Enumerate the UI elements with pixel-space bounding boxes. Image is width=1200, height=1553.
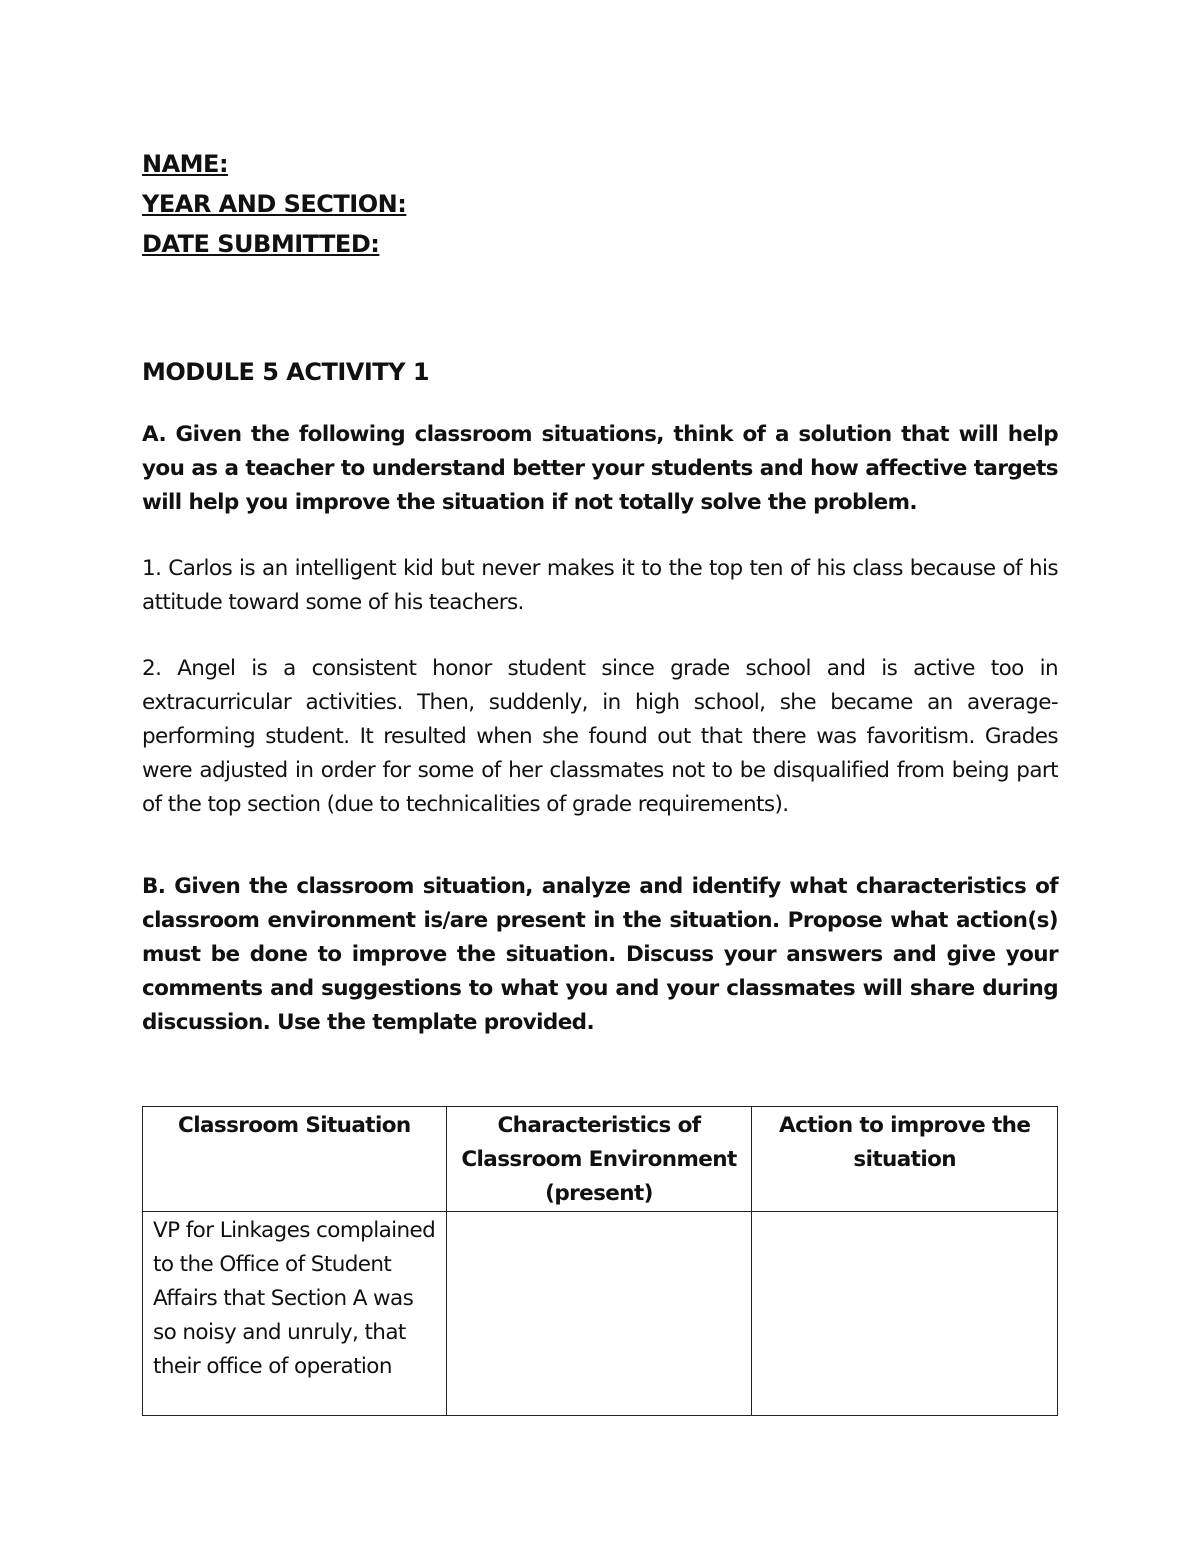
situation-item-2: 2. Angel is a consistent honor student since grade school and is active too in extracurricular activities. Then, suddenly, in high school, she became an average-performing student. It resulted when she found out that there was favoritism. Grades were adjusted in order for some of her classmates not to be disqualified from being part of the top section (due to technicalities of grade requirements). — [142, 656, 1058, 817]
situation-cell — [143, 1212, 447, 1416]
section-a-instruction: A. Given the following classroom situations, think of a solution that will help you as a teacher to understand better your students and how affective targets will help you improve the situation if not totally solve the problem. — [142, 422, 1058, 515]
date-submitted-label: DATE SUBMITTED: — [142, 230, 380, 258]
name-label: NAME: — [142, 150, 229, 178]
table-header-row — [143, 1107, 1058, 1212]
table-row — [143, 1212, 1058, 1416]
situation-item-1: 1. Carlos is an intelligent kid but never makes it to the top ten of his class because of his attitude toward some of his teachers. — [142, 556, 1058, 615]
template-table — [142, 1106, 1058, 1416]
action-cell[interactable] — [752, 1212, 1058, 1416]
section-b-instruction: B. Given the classroom situation, analyze and identify what characteristics of classroom environment is/are present in the situation. Propose what action(s) must be done to improve the situation. Discuss your answers and give your comments and suggestions to what you and your classmates will share during discussion. Use the template provided. — [142, 874, 1058, 1035]
document-page — [142, 144, 1058, 1040]
header-characteristics: Characteristics of Classroom Environment (present) — [446, 1107, 752, 1212]
module-title: MODULE 5 ACTIVITY 1 — [142, 358, 430, 386]
year-section-label: YEAR AND SECTION: — [142, 190, 407, 218]
header-classroom-situation: Classroom Situation — [143, 1107, 447, 1212]
student-info-header — [142, 144, 1058, 264]
header-action: Action to improve the situation — [752, 1107, 1058, 1212]
characteristics-cell[interactable] — [446, 1212, 752, 1416]
situation-cell-text: VP for Linkages complained to the Office of Student Affairs that Section A was so noisy and unruly, that their office of operation — [153, 1218, 436, 1379]
